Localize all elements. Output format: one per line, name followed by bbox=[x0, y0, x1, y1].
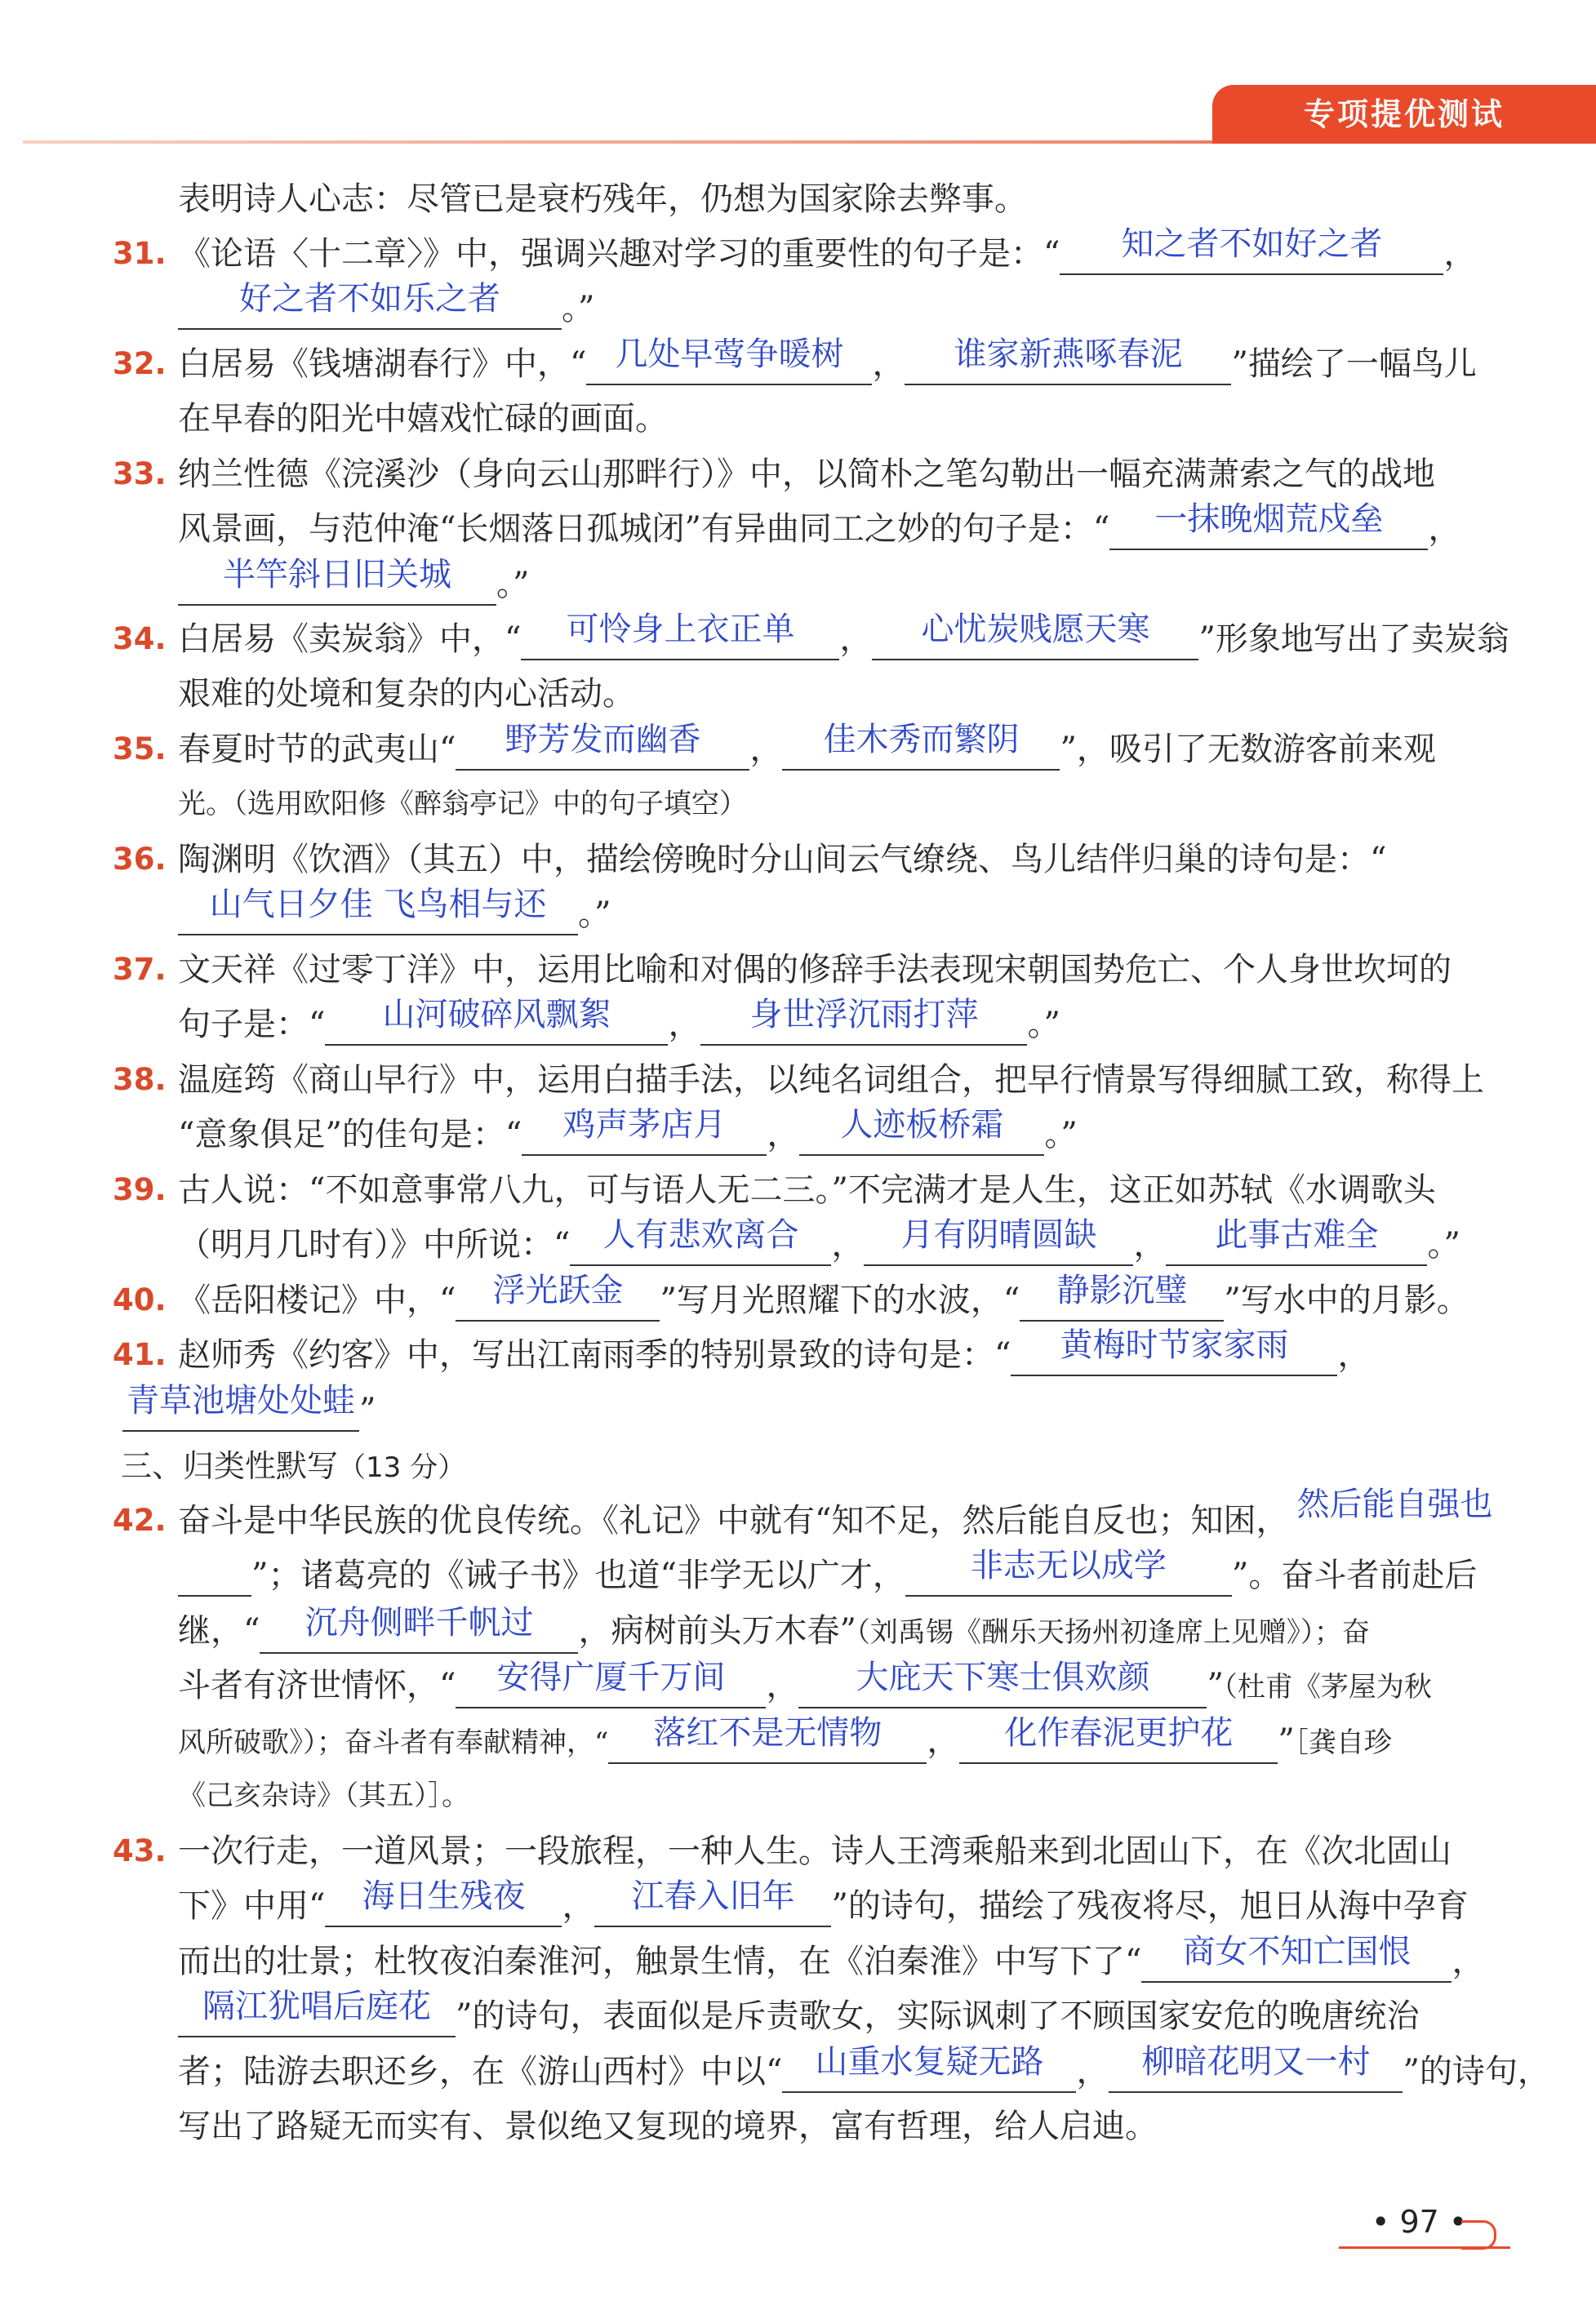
handwritten-answer: 月有阴晴圆缺 bbox=[900, 1216, 1097, 1254]
handwritten-answer: 好之者不如乐之者 bbox=[239, 280, 500, 318]
answer-blank[interactable] bbox=[325, 1877, 562, 1927]
handwritten-answer: 海日生残夜 bbox=[362, 1877, 526, 1915]
answer-blank[interactable] bbox=[586, 335, 872, 385]
answer-blank[interactable] bbox=[570, 1216, 831, 1266]
handwritten-answer: 几处早莺争暖树 bbox=[615, 335, 844, 373]
question-number: 35. bbox=[113, 731, 167, 766]
page-number: • 97 • bbox=[1371, 2204, 1468, 2240]
section-title: 三、归类性默写 bbox=[121, 1448, 339, 1484]
handwritten-answer: 可怜身上衣正单 bbox=[566, 611, 795, 648]
answer-blank[interactable] bbox=[178, 1554, 251, 1597]
answer-blank[interactable] bbox=[1141, 1933, 1452, 1983]
answer-blank[interactable] bbox=[782, 2043, 1076, 2093]
handwritten-answer: 一抹晚烟荒戍垒 bbox=[1154, 500, 1384, 538]
answer-blank[interactable] bbox=[1011, 1326, 1337, 1376]
handwritten-answer: 人有悲欢离合 bbox=[602, 1216, 799, 1254]
section-tab: 专项提优测试 bbox=[1212, 85, 1596, 144]
handwritten-answer: 化作春泥更护花 bbox=[1004, 1714, 1234, 1752]
answer-blank[interactable] bbox=[178, 1988, 456, 2037]
handwritten-answer: 身世浮沉雨打萍 bbox=[749, 996, 979, 1033]
answer-blank[interactable] bbox=[1166, 1216, 1427, 1266]
handwritten-answer: 山重水复疑无路 bbox=[815, 2043, 1044, 2081]
handwritten-answer: 柳暗花明又一村 bbox=[1141, 2043, 1371, 2081]
question-number: 42. bbox=[113, 1503, 167, 1538]
handwritten-answer: 佳木秀而繁阴 bbox=[823, 721, 1020, 758]
answer-blank[interactable] bbox=[782, 721, 1060, 771]
handwritten-answer: 此事古难全 bbox=[1215, 1216, 1379, 1254]
answer-blank[interactable] bbox=[905, 1547, 1232, 1597]
footer-decoration bbox=[1461, 2220, 1496, 2250]
answer-blank[interactable] bbox=[1060, 225, 1443, 275]
answer-blank[interactable] bbox=[864, 1216, 1133, 1266]
handwritten-answer: 落红不是无情物 bbox=[653, 1714, 882, 1752]
answer-blank[interactable] bbox=[456, 1272, 660, 1322]
handwritten-answer: 人迹板桥霜 bbox=[840, 1106, 1004, 1144]
handwritten-answer: 大庇天下寒士俱欢颜 bbox=[856, 1659, 1150, 1696]
question-number: 31. bbox=[113, 236, 167, 271]
handwritten-answer: 商女不知亡国恨 bbox=[1182, 1933, 1412, 1970]
handwritten-answer: 鸡声茅店月 bbox=[562, 1106, 727, 1144]
question-number: 34. bbox=[113, 621, 167, 656]
question-number: 41. bbox=[113, 1337, 167, 1372]
answer-blank[interactable] bbox=[959, 1714, 1278, 1764]
answer-blank[interactable] bbox=[178, 280, 562, 330]
answer-blank[interactable] bbox=[872, 611, 1198, 660]
question-number: 33. bbox=[113, 456, 167, 491]
question-number: 37. bbox=[113, 952, 167, 987]
handwritten-answer: 野芳发而幽香 bbox=[505, 721, 701, 758]
answer-blank[interactable] bbox=[1109, 2043, 1403, 2093]
question-number: 43. bbox=[113, 1833, 167, 1868]
worksheet-page: 专项提优测试 表明诗人心志：尽管已是衰朽残年，仍想为国家除去弊事。 31. 《论语〈十二章〉》中，强调兴趣对学习的重要性的句子是：“ 知之者不如好之者 ， 好之者不如乐之者 。” 32. 白居易《钱塘湖春行》中，“ 几处早莺争暖树 ， 谁家新燕啄春泥 ”描绘了一幅鸟儿 在早春的阳光中嬉戏忙碌的画面。 33. 纳兰性德《浣溪沙（身向云山那畔行）》中，以简朴之笔勾勒出一幅充满萧索之气的战地 风景画，与范仲淹“长烟落日孤城闭”有异曲同工之妙的句子是：“ 一抹晚烟荒戍垒 ， 半竿斜日旧关城 。” 34. 白居易《卖炭翁》中，“ 可怜身上衣正单 ， 心忧炭贱愿天寒 ”形象地写出了卖炭翁 艰难的处境和复杂的内心活动。 35. 春夏时节的武夷山“ 野芳发而幽香 ， 佳木秀而繁阴 ”，吸引了无数游客前来观 光。（选用欧阳修《醉翁亭记》中的句子填空） 36. 陶渊明《饮酒》（其五）中，描绘傍晚时分山间云气缭绕、鸟儿结伴归巢的诗句是：“ 山气日夕佳 飞鸟相与还 。” 37. 文天祥《过零丁洋》中，运用比喻和对偶的修辞手法表现宋朝国势危亡、个人身世坎坷的 句子是：“ 山河破碎风飘絮 ， 身世浮沉雨打萍 。” 38. 温庭筠《商山早行》中，运用白描手法，以纯名词组合，把早行情景写得细腻工致，称得上 “意象俱足”的佳句是：“ 鸡声茅店月 ， 人迹板桥霜 。” 39. 古人说：“不如意事常八九，可与语人无二三。”不完满才是人生，这正如苏轼《水调歌头 （明月几时有）》中所说：“ 人有悲欢离合 ， 月有阴晴圆缺 ， 此事古难全 。” 40. 《岳阳楼记》中，“ 浮光跃金 ”写月光照耀下的水波，“ 静影沉璧 ”写水中的月影。 41. 赵师秀《约客》中，写出江南雨季的特别景致的诗句是：“ 黄梅时节家家雨 ， 青草池塘处处蛙 ” 三、归类性默写（13 分） 42. 奋斗是中华民族的优良传统。《礼记》中就有“知不足，然后能自反也；知困， 然后能自强也 ”；诸葛亮的《诫子书》也道“非学无以广才， 非志无以成学 ”。奋斗者前赴后 继，“ 沉舟侧畔千帆过 ，病树前头万木春”（刘禹锡《酬乐天扬州初逢席上见赠》）；奋 斗者有济世情怀，“ 安得广厦千万间 ， 大庇天下寒士俱欢颜 ”（杜甫《茅屋为秋 风所破歌》）；奋斗者有奉献精神，“ 落红不是无情物 ， 化作春泥更护花 ”［龚自珍 《己亥杂诗》（其五）］。 43. 一次行走，一道风景；一段旅程，一种人生。诗人王湾乘船来到北固山下，在《次北固山 下》中用“ 海日生残夜 ， 江春入旧年 ”的诗句，描绘了残夜将尽，旭日从海中孕育 而出的壮景；杜牧夜泊秦淮河，触景生情，在《泊秦淮》中写下了“ 商女不知亡国恨 ， 隔江犹唱后庭花 ”的诗句，表面似是斥责歌女，实际讽刺了不顾国家安危的晚唐统治 者；陆游去职还乡，在《游山西村》中以“ 山重水复疑无路 ， 柳暗花明又一村 ”的诗句， 写出了路疑无而实有、景似绝又复现的境界，富有哲理，给人启迪。 • 97 • bbox=[0, 0, 1596, 2297]
answer-blank[interactable] bbox=[594, 1877, 831, 1927]
answer-blank[interactable] bbox=[521, 611, 839, 660]
handwritten-answer: 知之者不如好之者 bbox=[1121, 225, 1383, 263]
question-number: 39. bbox=[113, 1172, 167, 1207]
handwritten-answer: 非志无以成学 bbox=[970, 1547, 1167, 1584]
handwritten-answer: 青草池塘处处蛙 bbox=[127, 1382, 355, 1420]
answer-blank[interactable] bbox=[798, 1659, 1207, 1708]
answer-blank[interactable] bbox=[178, 886, 578, 935]
answer-blank[interactable] bbox=[325, 996, 668, 1046]
answer-blank[interactable] bbox=[1109, 500, 1428, 550]
section-score: （13 分） bbox=[338, 1451, 466, 1484]
answer-blank[interactable] bbox=[522, 1106, 767, 1156]
answer-blank[interactable] bbox=[905, 335, 1231, 385]
handwritten-answer: 半竿斜日旧关城 bbox=[223, 556, 451, 593]
answer-blank[interactable] bbox=[178, 556, 496, 606]
answer-blank[interactable] bbox=[456, 1659, 766, 1708]
answer-blank[interactable] bbox=[799, 1106, 1044, 1156]
answer-blank[interactable] bbox=[700, 996, 1027, 1046]
question-number: 32. bbox=[113, 346, 167, 381]
answer-blank[interactable] bbox=[260, 1604, 578, 1654]
handwritten-answer: 静影沉璧 bbox=[1056, 1272, 1188, 1309]
handwritten-answer: 隔江犹唱后庭花 bbox=[202, 1988, 431, 2025]
answer-blank[interactable] bbox=[456, 721, 749, 771]
question-number: 38. bbox=[113, 1062, 167, 1097]
answer-blank[interactable] bbox=[122, 1382, 359, 1432]
handwritten-answer: 黄梅时节家家雨 bbox=[1060, 1326, 1289, 1364]
handwritten-answer: 江春入旧年 bbox=[631, 1877, 795, 1915]
handwritten-answer: 沉舟侧畔千帆过 bbox=[305, 1604, 534, 1642]
handwritten-answer: 浮光跃金 bbox=[492, 1272, 624, 1309]
handwritten-answer: 心忧炭贱愿天寒 bbox=[921, 611, 1150, 648]
question-number: 40. bbox=[113, 1282, 167, 1317]
answer-blank[interactable] bbox=[1288, 1486, 1500, 1542]
answer-blank[interactable] bbox=[608, 1714, 927, 1764]
question-number: 36. bbox=[113, 842, 167, 877]
handwritten-answer: 安得广厦千万间 bbox=[496, 1659, 726, 1696]
handwritten-answer: 然后能自强也 bbox=[1296, 1486, 1493, 1523]
handwritten-answer: 山河破碎风飘絮 bbox=[382, 996, 611, 1033]
answer-blank[interactable] bbox=[1020, 1272, 1224, 1322]
handwritten-answer: 谁家新燕啄春泥 bbox=[954, 335, 1183, 373]
handwritten-answer: 山气日夕佳 飞鸟相与还 bbox=[209, 886, 547, 923]
